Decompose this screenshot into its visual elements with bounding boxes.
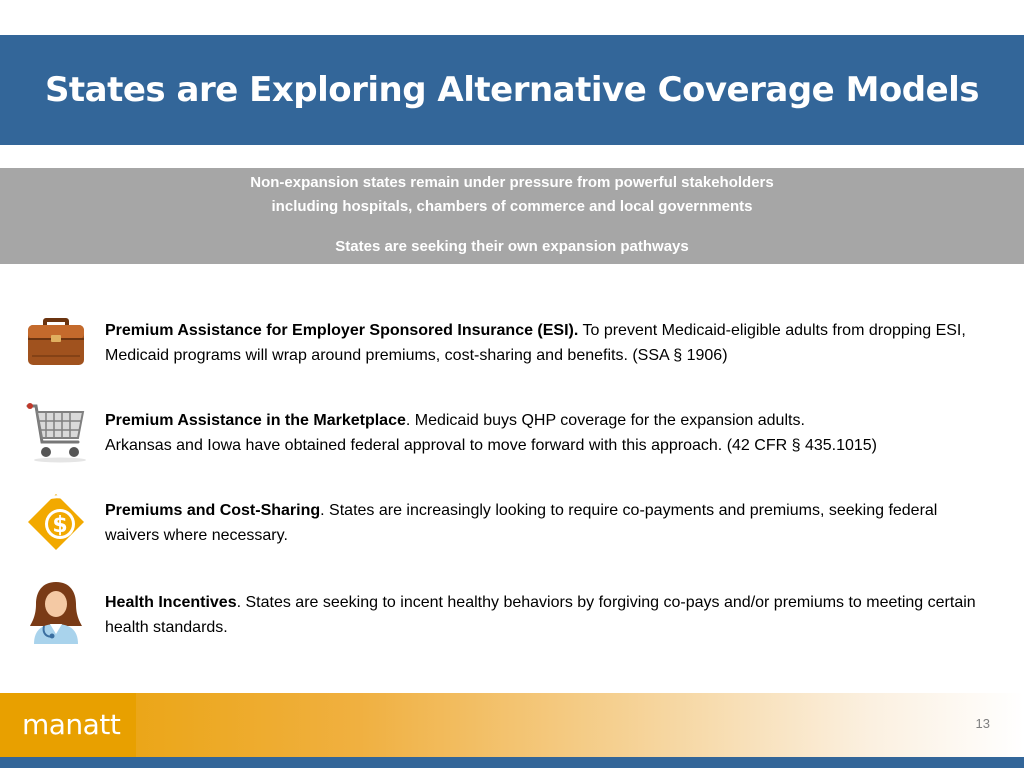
banner-line-2: including hospitals, chambers of commerce and local governments [271,198,753,215]
svg-text:$: $ [52,513,68,538]
item-body: To prevent Medicaid-eligible adults from dropping ESI, Medicaid programs will wrap around premiums, cost-sharing and benefits. (SSA § 1906) [105,322,966,364]
banner-line-1: Non-expansion states remain under pressure from powerful stakeholders [250,174,774,191]
summary-banner [0,168,1024,264]
item-body-line-2: Arkansas and Iowa have obtained federal approval to move forward with this approach. (42 CFR § 435.1015) [105,437,877,454]
divider [0,145,1024,148]
item-text [105,408,995,458]
item-text [105,590,995,640]
item-text [105,318,995,368]
item-heading: Premiums and Cost-Sharing [105,502,321,519]
briefcase-icon [24,306,88,370]
bottom-strip [0,757,1024,768]
title-bar [0,35,1024,145]
item-text [105,498,995,548]
item-heading: Premium Assistance for Employer Sponsored Insurance (ESI). [105,322,579,339]
footer-bar [0,693,1024,757]
item-body: . States are seeking to incent healthy behaviors by forgiving co-pays and/or premiums to meeting certain health standards. [105,594,976,636]
item-heading: Premium Assistance in the Marketplace [105,412,406,429]
item-body: . States are increasingly looking to require co-payments and premiums, seeking federal waivers where necessary. [105,502,938,544]
dollar-icon [24,490,88,554]
page-number: 13 [975,716,990,731]
item-body: . Medicaid buys QHP coverage for the expansion adults. [405,412,805,429]
company-logo: manatt [22,708,121,741]
slide-title: States are Exploring Alternative Coverage Models [44,70,980,110]
item-heading: Health Incentives [105,594,237,611]
banner-line-3: States are seeking their own expansion pathways [335,238,689,255]
doctor-icon [24,580,88,644]
shopping-cart-icon [24,400,88,464]
